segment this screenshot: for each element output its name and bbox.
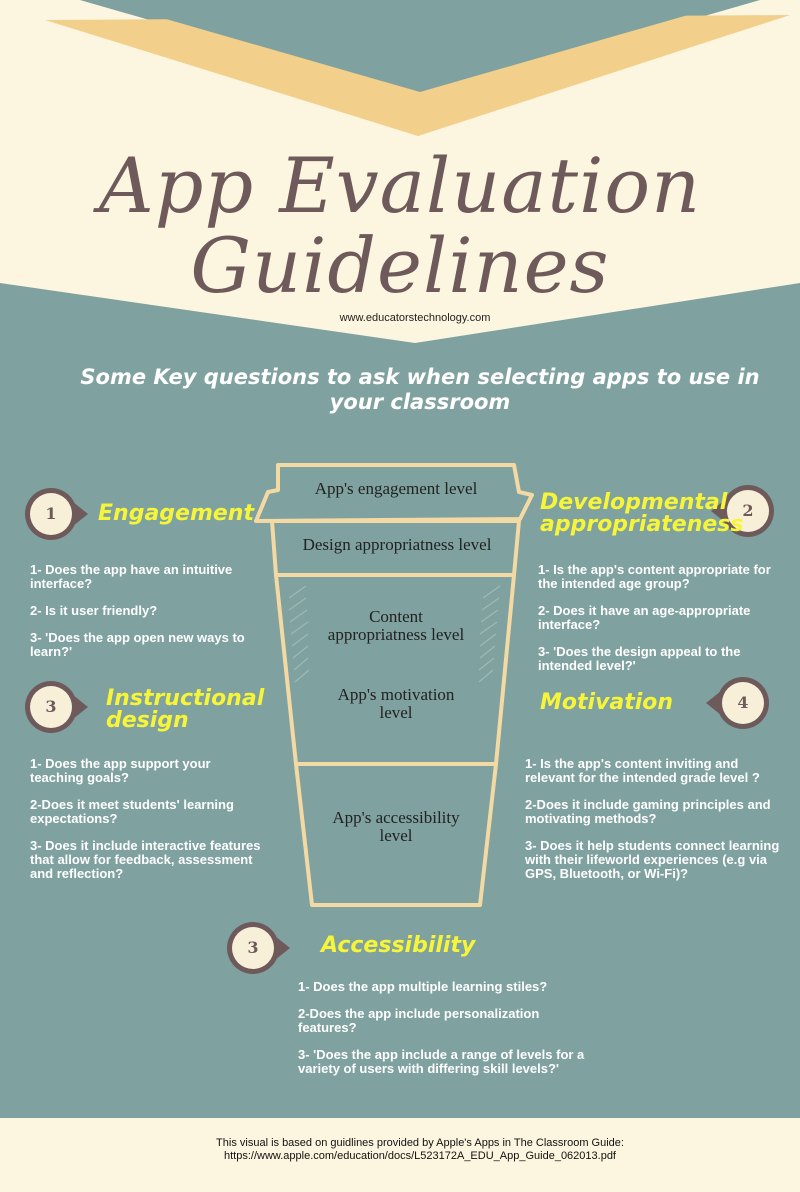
list-item: 1- Does the app have an intuitive interface? — [30, 562, 233, 591]
list-item: 1- Does the app support your teaching goals? — [30, 756, 211, 785]
list-item: 3- 'Does the design appeal to the intended level?' — [538, 644, 741, 673]
list-item: 1- Is the app's content inviting and relevant for the intended grade level ? — [525, 756, 760, 785]
accessibility-number-badge: 3 — [232, 927, 274, 969]
list-item: 1- Does the app multiple learning stiles? — [298, 979, 548, 994]
subtitle-line-1: Some Key questions to ask when selecting apps to use in — [80, 365, 760, 389]
developmental-heading-line-1: Developmental — [540, 490, 728, 515]
cup-sleeve — [276, 575, 514, 764]
engagement-number-badge: 1 — [30, 493, 72, 535]
cup-motivation-label-line-1: App's motivation — [337, 685, 455, 704]
cup-content-label — [296, 608, 496, 644]
cup-motivation-label — [296, 686, 496, 722]
list-item: 2- Does it have an age-appropriate interface? — [538, 603, 751, 632]
title-line-1: App Evaluation — [98, 141, 702, 230]
list-item: 3- Does it include interactive features that allow for feedback, assessment and reflection? — [30, 838, 261, 881]
instructional-heading-line-2: design — [106, 708, 189, 733]
footer-credit — [0, 1137, 800, 1163]
cup-content-label-line-2: appropriatness level — [327, 625, 465, 644]
engagement-heading: Engagement — [98, 501, 254, 526]
motivation-heading: Motivation — [540, 690, 674, 715]
instructional-heading-line-1: Instructional — [106, 686, 265, 711]
developmental-heading — [540, 492, 744, 536]
list-item: 3- 'Does the app include a range of levels for a variety of users with differing skill levels?' — [298, 1047, 585, 1076]
developmental-questions — [538, 563, 783, 686]
website-url: www.educatorstechnology.com — [339, 312, 491, 324]
accessibility-questions — [298, 980, 588, 1089]
engagement-questions — [30, 563, 255, 672]
developmental-heading-line-2: appropriateness — [540, 512, 744, 537]
motivation-number-badge: 4 — [722, 682, 764, 724]
list-item: 1- Is the app's content appropriate for the intended age group? — [538, 562, 771, 591]
list-item: 2-Does the app include personalization features? — [298, 1006, 540, 1035]
cup-accessibility-label — [296, 809, 496, 845]
motivation-questions — [525, 757, 787, 894]
instructional-number-badge: 3 — [30, 686, 72, 728]
footer-credit-url: https://www.apple.com/education/docs/L523172A_EDU_App_Guide_062013.pdf — [224, 1150, 616, 1162]
cup-accessibility-label-line-1: App's accessibility — [332, 808, 460, 827]
cup-band-label: Design appropriatness level — [302, 535, 492, 554]
title-line-2: Guidelines — [190, 221, 610, 310]
cup-motivation-label-line-2: level — [379, 703, 413, 722]
subtitle-line-2: your classroom — [329, 390, 511, 414]
list-item: 2- Is it user friendly? — [30, 603, 158, 618]
list-item: 3- 'Does the app open new ways to learn?' — [30, 630, 245, 659]
list-item: 2-Does it meet students' learning expectations? — [30, 797, 234, 826]
cup-accessibility-label-line-2: level — [379, 826, 413, 845]
instructional-questions — [30, 757, 265, 894]
accessibility-heading: Accessibility — [321, 933, 476, 958]
instructional-heading — [106, 688, 264, 732]
cup-content-label-line-1: Content — [369, 607, 423, 626]
developmental-number-badge: 2 — [727, 490, 769, 532]
subtitle — [60, 365, 780, 415]
cup-lid-label: App's engagement level — [314, 479, 478, 498]
list-item: 2-Does it include gaming principles and motivating methods? — [525, 797, 771, 826]
footer-credit-line-1: This visual is based on guidlines provided by Apple's Apps in The Classroom Guide: — [216, 1137, 624, 1149]
list-item: 3- Does it help students connect learning with their lifeworld experiences (e.g via GPS, Bluetooth, or Wi-Fi)? — [525, 838, 780, 881]
